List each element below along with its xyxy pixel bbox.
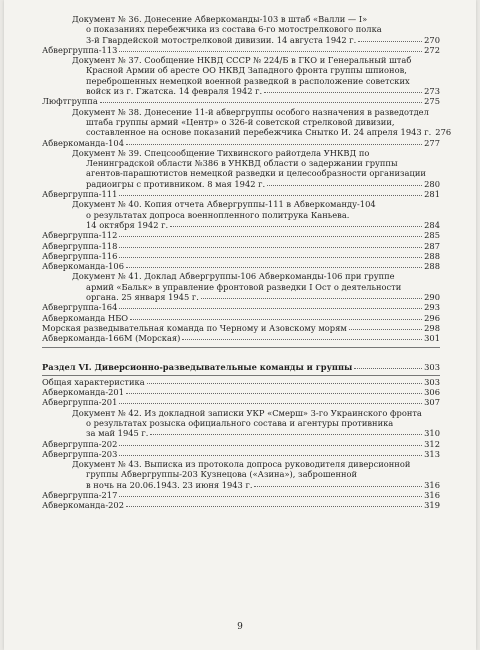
toc-document-entry[interactable] — [42, 14, 440, 45]
toc-page-number: 285 — [424, 230, 440, 241]
toc-entry[interactable] — [42, 251, 440, 261]
toc-entry-text: Документ № 37. Сообщение НКВД СССР № 224/Б в ГКО и Генеральный штаб — [72, 55, 412, 66]
toc-page-number: 290 — [424, 292, 440, 303]
toc-entry-text: Абвергруппа-201 — [42, 397, 118, 408]
dot-leader — [267, 185, 422, 186]
toc-entry-text: Абверкоманда-201 — [42, 387, 124, 398]
toc-entry[interactable] — [42, 189, 440, 199]
table-of-contents — [42, 14, 452, 511]
toc-page-number: 288 — [424, 261, 440, 272]
toc-page-number: 316 — [424, 479, 440, 490]
toc-entry-text: Абвергруппа-112 — [42, 230, 118, 241]
dot-leader — [358, 41, 422, 42]
toc-entry-text: в ночь на 20.06.1943. 23 июня 1943 г. — [86, 479, 253, 490]
toc-entry-text: Абвергруппа-116 — [42, 250, 118, 261]
toc-page-number: 301 — [424, 333, 440, 344]
toc-page-number: 270 — [424, 34, 440, 45]
toc-entry-text: штаба группы армий «Центр» о 326-й советской стрелковой дивизии, — [86, 116, 395, 127]
toc-page-number: 275 — [424, 96, 440, 107]
dot-leader — [119, 445, 422, 446]
dot-leader — [119, 455, 422, 456]
toc-entry-text: Документ № 43. Выписка из протокола допроса руководителя диверсионной — [72, 459, 411, 470]
dot-leader — [150, 434, 422, 435]
toc-page-number: 288 — [424, 250, 440, 261]
dot-leader — [354, 368, 422, 369]
toc-page-number: 303 — [424, 361, 440, 372]
toc-entry-text: Люфтгруппа — [42, 96, 98, 107]
toc-entry[interactable] — [42, 261, 440, 271]
toc-page-number: 307 — [424, 397, 440, 408]
dot-leader — [201, 298, 422, 299]
dot-leader — [119, 496, 422, 497]
dot-leader — [119, 257, 422, 258]
toc-page-number: 273 — [424, 86, 440, 97]
dot-leader — [264, 92, 422, 93]
toc-entry-text: Абверкоманда-202 — [42, 500, 124, 511]
toc-entry[interactable] — [42, 333, 440, 343]
toc-entry-text: о результатах розыска официального состава и агентуры противника — [86, 417, 394, 428]
toc-entry-text: Общая характеристика — [42, 376, 145, 387]
toc-document-entry[interactable] — [42, 148, 440, 189]
toc-document-entry[interactable] — [42, 459, 440, 490]
toc-entry-text: агентов-парашютистов немецкой разведки и целесообразности организации — [86, 168, 426, 179]
toc-entry[interactable] — [42, 241, 440, 251]
section-divider — [42, 375, 440, 376]
toc-entry-text: 3-й Гвардейской мотострелковой дивизии. 14 августа 1942 г. — [86, 34, 357, 45]
book-page — [4, 0, 476, 650]
toc-entry[interactable] — [42, 500, 440, 510]
toc-entry-text: о результатах допроса военнопленного политрука Каньева. — [86, 209, 350, 220]
dot-leader — [126, 393, 422, 394]
toc-entry-text: Раздел VI. Диверсионно-разведывательные команды и группы — [42, 361, 353, 372]
toc-page-number: 281 — [424, 189, 440, 200]
toc-entry-text: Морская разведывательная команда по Черному и Азовскому морям — [42, 322, 347, 333]
dot-leader — [119, 51, 422, 52]
dot-leader — [126, 506, 422, 507]
toc-entry-text: органа. 25 января 1945 г. — [86, 292, 199, 303]
toc-entry-text: войск из г. Гжатска. 14 февраля 1942 г. — [86, 86, 263, 97]
toc-entry-text: Красной Армии об аресте ОО НКВД Западного фронта группы шпионов, — [86, 65, 407, 76]
toc-entry[interactable] — [42, 449, 440, 459]
toc-entry-text: о показаниях перебежчика из состава 6-го мотострелкового полка — [86, 24, 382, 35]
toc-page-number: 303 — [424, 376, 440, 387]
toc-document-entry[interactable] — [42, 199, 440, 230]
toc-entry-text: переброшенных немецкой военной разведкой в расположение советских — [86, 75, 410, 86]
toc-entry-text: Документ № 39. Спецсообщение Тихвинского райотдела УНКВД по — [72, 147, 370, 158]
toc-entry[interactable] — [42, 138, 440, 148]
toc-entry[interactable] — [42, 490, 440, 500]
dot-leader — [119, 236, 422, 237]
toc-entry-text: за май 1945 г. — [86, 428, 149, 439]
toc-entry-text: армий «Бальк» в управление фронтовой разведки I Ост о деятельности — [86, 281, 402, 292]
toc-entry[interactable] — [42, 377, 440, 387]
toc-page-number: 310 — [424, 428, 440, 439]
toc-page-number: 296 — [424, 312, 440, 323]
toc-document-entry[interactable] — [42, 106, 452, 138]
toc-entry-text: группы Абвергруппы-203 Кузнецова («Азина»), заброшенной — [86, 469, 358, 480]
toc-document-entry[interactable] — [42, 271, 440, 302]
toc-entry-text: Абверкоманда НБО — [42, 312, 129, 323]
toc-entry-text: Документ № 41. Доклад Абвергруппы-106 Абверкоманды-106 при группе — [72, 271, 395, 282]
toc-page-number: 306 — [424, 387, 440, 398]
toc-entry[interactable] — [42, 439, 440, 449]
toc-entry[interactable] — [42, 96, 440, 106]
toc-entry-text: Документ № 40. Копия отчета Абвергруппы-111 в Абверкоманду-104 — [72, 199, 376, 210]
toc-entry-text: Абвергруппа-164 — [42, 302, 118, 313]
section-divider — [42, 347, 440, 348]
toc-page-number: 272 — [424, 44, 440, 55]
dot-leader — [126, 144, 422, 145]
toc-entry-text: Абвергруппа-202 — [42, 438, 118, 449]
dot-leader — [254, 486, 422, 487]
dot-leader — [100, 102, 422, 103]
toc-entry-text: радиоигры с противником. 8 мая 1942 г. — [86, 178, 266, 189]
toc-page-number: 319 — [424, 500, 440, 511]
dot-leader — [119, 308, 422, 309]
toc-page-number: 277 — [424, 137, 440, 148]
toc-page-number: 287 — [424, 240, 440, 251]
toc-entry-text: Абвергруппа-217 — [42, 490, 118, 501]
toc-entry-text: Ленинградской области №386 в УНКВД области о задержании группы — [86, 158, 398, 169]
toc-entry[interactable] — [42, 387, 440, 397]
toc-section-heading[interactable] — [42, 362, 440, 372]
toc-entry-text: составленное на основе показаний перебежчика Сныткo И. 24 апреля 1943 г. — [86, 127, 432, 138]
toc-document-entry[interactable] — [42, 55, 440, 96]
toc-entry[interactable] — [42, 302, 440, 312]
dot-leader — [126, 267, 422, 268]
toc-entry-text: Абвергруппа-118 — [42, 240, 118, 251]
dot-leader — [349, 329, 422, 330]
dot-leader — [170, 226, 422, 227]
toc-page-number: 313 — [424, 448, 440, 459]
toc-page-number: 298 — [424, 322, 440, 333]
toc-page-number: 280 — [424, 178, 440, 189]
dot-leader — [119, 403, 422, 404]
toc-entry-text: 14 октября 1942 г. — [86, 219, 169, 230]
toc-entry[interactable] — [42, 230, 440, 240]
toc-page-number: 284 — [424, 219, 440, 230]
toc-entry[interactable] — [42, 323, 440, 333]
toc-page-number: 293 — [424, 302, 440, 313]
toc-document-entry[interactable] — [42, 408, 440, 439]
toc-entry[interactable] — [42, 313, 440, 323]
toc-entry-text: Документ № 42. Из докладной записки УКР «Смерш» 3-го Украинского фронта — [72, 407, 422, 418]
toc-entry-text: Абвергруппа-203 — [42, 448, 118, 459]
toc-page-number: 312 — [424, 438, 440, 449]
toc-entry-text: Абвергруппа-111 — [42, 189, 118, 200]
toc-entry-text: Абвергруппа-113 — [42, 44, 118, 55]
page-number: 9 — [237, 622, 243, 632]
toc-entry-text: Абверкоманда-104 — [42, 137, 124, 148]
dot-leader — [130, 319, 422, 320]
toc-entry[interactable] — [42, 397, 440, 407]
toc-page-number: 276 — [435, 127, 452, 138]
dot-leader — [182, 339, 422, 340]
toc-page-number: 316 — [424, 490, 440, 501]
dot-leader — [119, 195, 422, 196]
toc-entry[interactable] — [42, 45, 440, 55]
toc-entry-text: Документ № 36. Донесение Абверкоманды-103 в штаб «Валли — I» — [72, 14, 368, 24]
dot-leader — [119, 247, 422, 248]
toc-entry-text: Документ № 38. Донесение 11-й абвергруппы особого назначения в разведотдел — [72, 106, 429, 117]
toc-entry-text: Абверкоманда-106 — [42, 261, 124, 272]
toc-entry-text: Абверкоманда-166М (Морская) — [42, 333, 181, 344]
dot-leader — [147, 383, 423, 384]
